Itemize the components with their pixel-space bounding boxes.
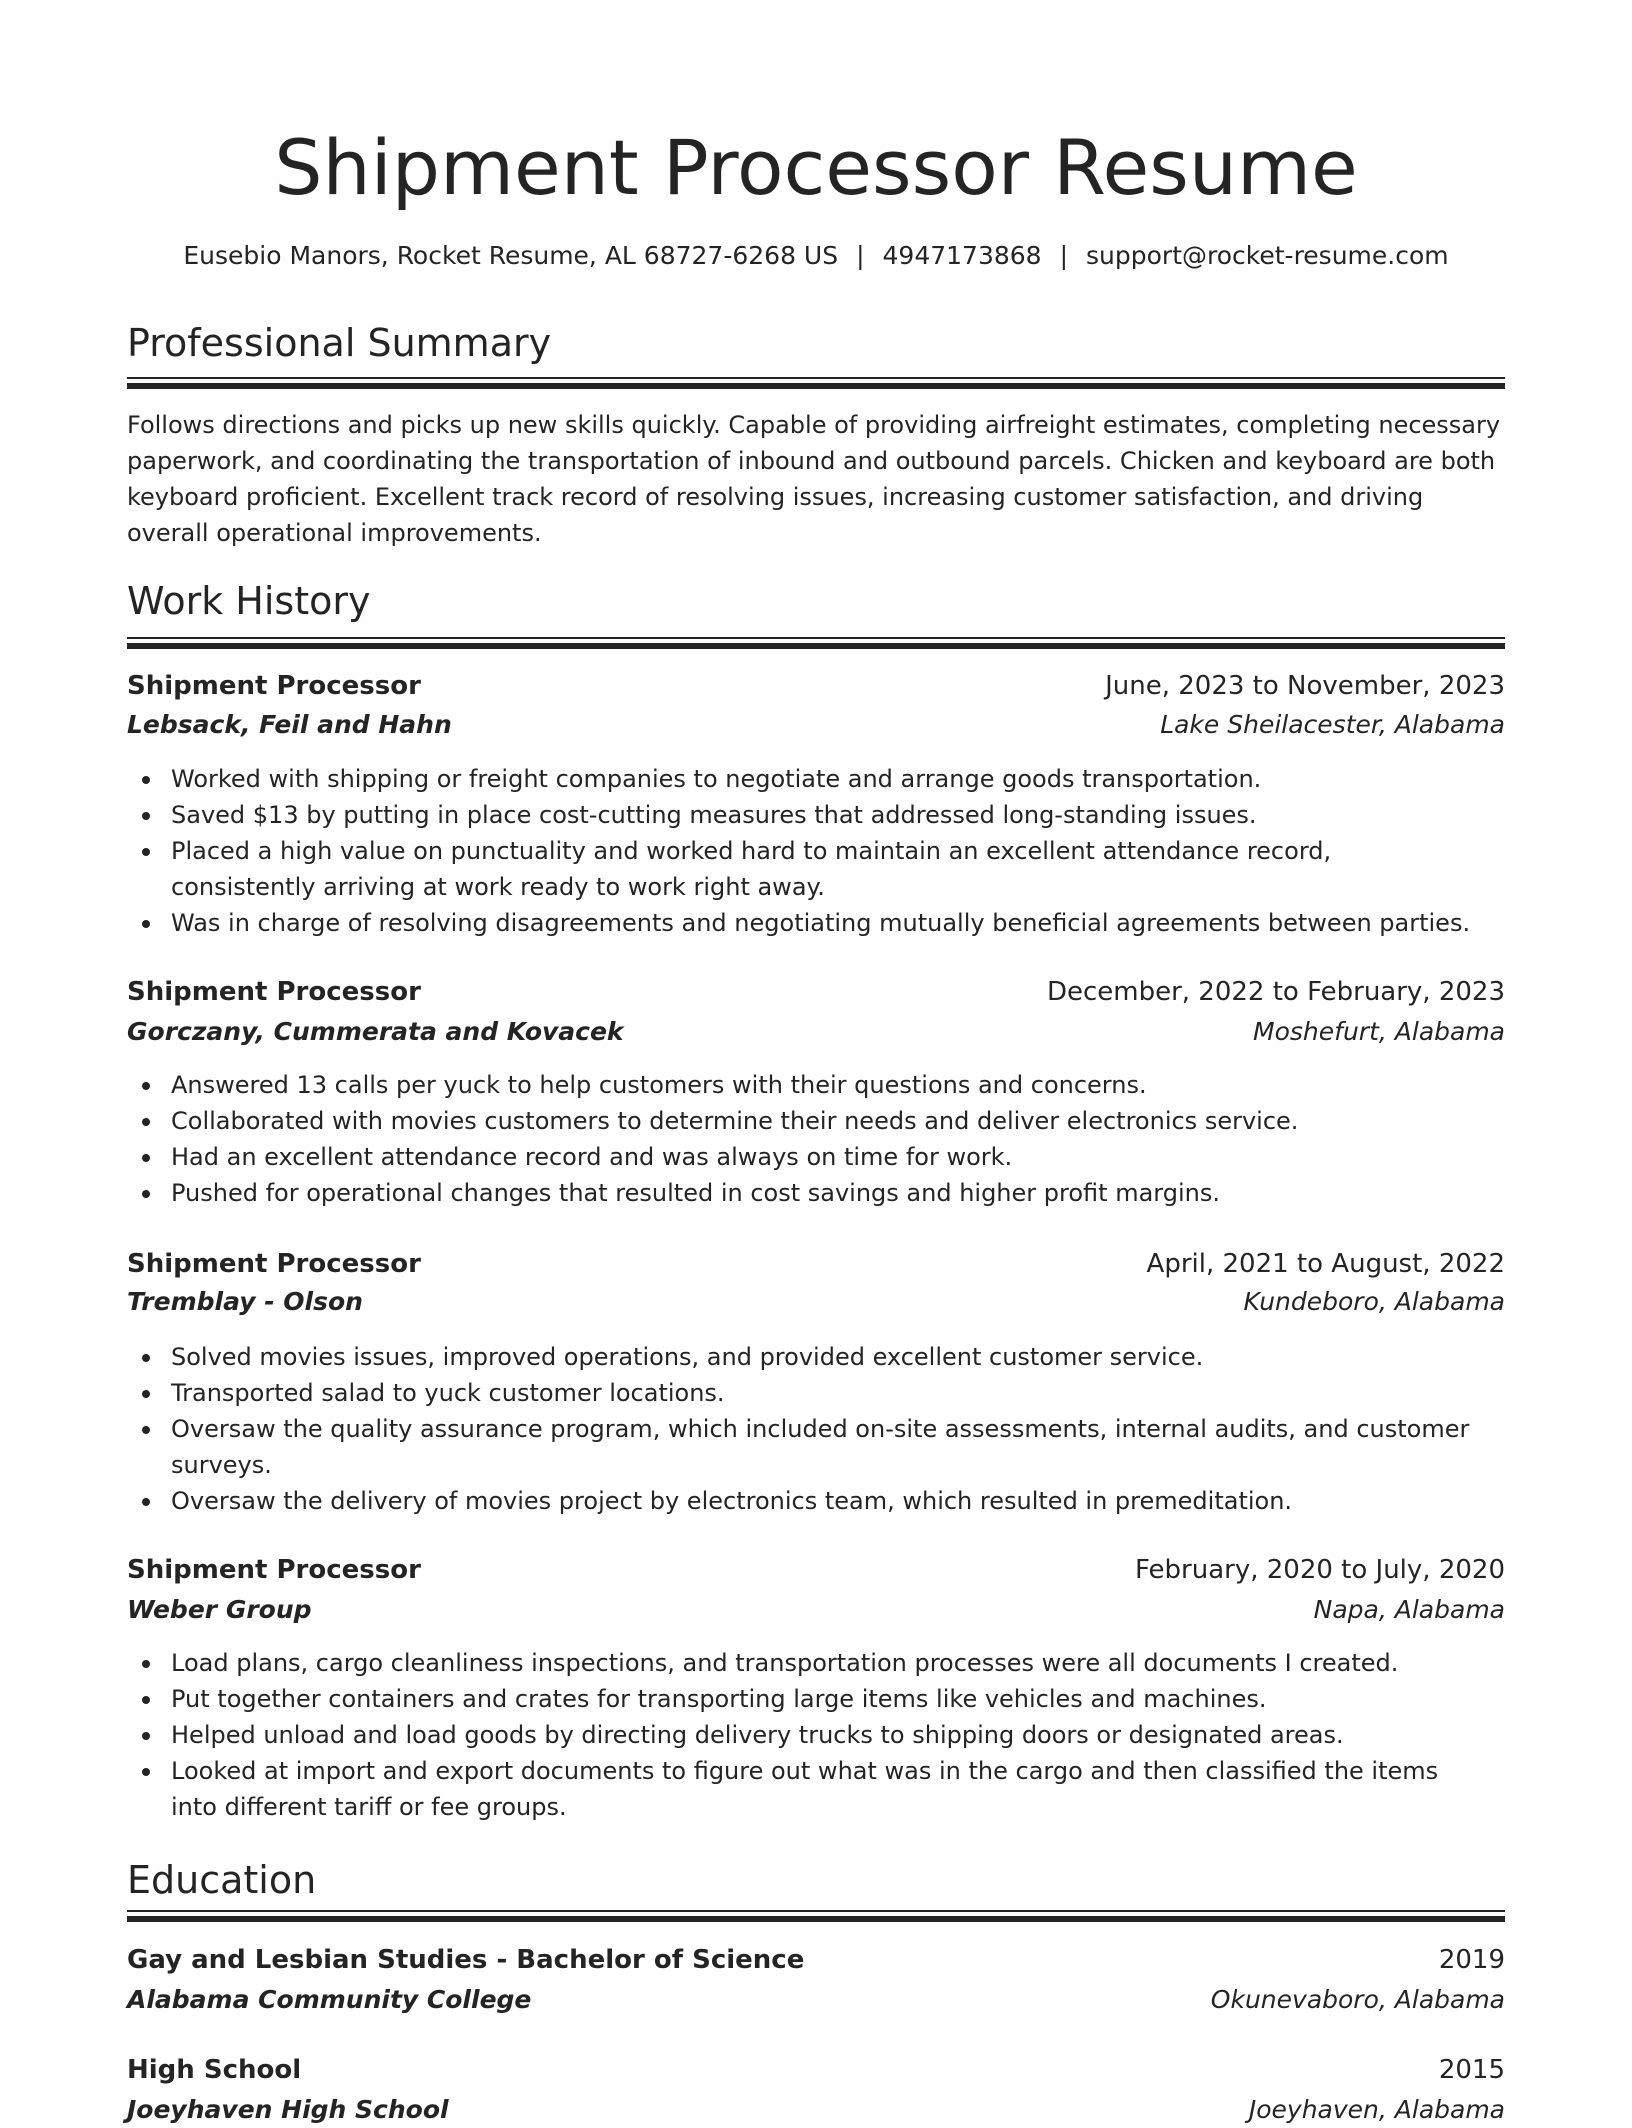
contact-line [127, 240, 1505, 272]
education-degree: High School [127, 2055, 302, 2085]
section-heading: Professional Summary [127, 321, 552, 365]
contact-phone: 4947173868 [882, 241, 1042, 270]
job-bullets [127, 761, 1505, 941]
education-degree-row [127, 2052, 1505, 2088]
job-employer-row [127, 1014, 1505, 1050]
job-employer: Weber Group [127, 1595, 312, 1624]
contact-separator: | [1059, 241, 1069, 270]
education-location: Okunevaboro, Alabama [1210, 1985, 1505, 2014]
education-year: 2019 [1438, 1945, 1505, 1975]
section-rule [127, 637, 1505, 639]
education-degree: Gay and Lesbian Studies - Bachelor of Science [127, 1945, 805, 1975]
job-employer-row [127, 707, 1505, 743]
list-item: Placed a high value on punctuality and worked hard to maintain an excellent attendance record, consistently arriving at work ready to work right away. [127, 833, 1471, 905]
job-employer-row [127, 1592, 1505, 1628]
list-item: Was in charge of resolving disagreements and negotiating mutually beneficial agreements between parties. [127, 905, 1471, 941]
job-location: Lake Sheilacester, Alabama [1160, 710, 1505, 739]
section-work-header [127, 576, 1505, 626]
contact-separator: | [856, 241, 865, 270]
job-title: Shipment Processor [127, 1249, 421, 1279]
section-rule [127, 1916, 1505, 1922]
job-dates: June, 2023 to November, 2023 [1105, 671, 1505, 701]
education-year: 2015 [1438, 2055, 1505, 2085]
job-location: Napa, Alabama [1313, 1595, 1505, 1624]
section-heading: Education [127, 1858, 317, 1902]
section-rule [127, 643, 1505, 649]
list-item: Looked at import and export documents to figure out what was in the cargo and then classified the items into different tariff or fee groups. [127, 1753, 1471, 1825]
job-title-row [127, 974, 1505, 1010]
list-item: Helped unload and load goods by directing delivery trucks to shipping doors or designated areas. [127, 1717, 1471, 1753]
list-item: Pushed for operational changes that resulted in cost savings and higher profit margins. [127, 1175, 1471, 1211]
job-employer-row [127, 1284, 1505, 1320]
contact-address: Eusebio Manors, Rocket Resume, AL 68727-6268 US [183, 241, 839, 270]
section-heading: Work History [127, 579, 371, 623]
job-bullets [127, 1645, 1505, 1825]
job-dates: February, 2020 to July, 2020 [1135, 1555, 1505, 1585]
education-school: Alabama Community College [127, 1985, 532, 2014]
job-title: Shipment Processor [127, 1555, 421, 1585]
list-item: Answered 13 calls per yuck to help customers with their questions and concerns. [127, 1067, 1471, 1103]
list-item: Oversaw the quality assurance program, which included on-site assessments, internal audits, and customer surveys. [127, 1411, 1471, 1483]
job-title: Shipment Processor [127, 671, 421, 701]
job-location: Kundeboro, Alabama [1243, 1287, 1505, 1316]
job-title-row [127, 668, 1505, 704]
job-bullets [127, 1339, 1505, 1519]
list-item: Put together containers and crates for transporting large items like vehicles and machines. [127, 1681, 1471, 1717]
list-item: Saved $13 by putting in place cost-cutting measures that addressed long-standing issues. [127, 797, 1471, 833]
job-dates: December, 2022 to February, 2023 [1046, 977, 1505, 1007]
resume-title: Shipment Processor Resume [274, 123, 1358, 212]
job-title: Shipment Processor [127, 977, 421, 1007]
list-item: Oversaw the delivery of movies project by electronics team, which resulted in premeditation. [127, 1483, 1471, 1519]
job-dates: April, 2021 to August, 2022 [1146, 1249, 1505, 1279]
education-school-row [127, 1982, 1505, 2018]
list-item: Load plans, cargo cleanliness inspections, and transportation processes were all documents I created. [127, 1645, 1471, 1681]
list-item: Solved movies issues, improved operations, and provided excellent customer service. [127, 1339, 1471, 1375]
job-bullets [127, 1067, 1505, 1211]
job-location: Moshefurt, Alabama [1253, 1017, 1505, 1046]
section-rule [127, 377, 1505, 379]
list-item: Collaborated with movies customers to determine their needs and deliver electronics service. [127, 1103, 1471, 1139]
education-degree-row [127, 1942, 1505, 1978]
list-item: Worked with shipping or freight companies to negotiate and arrange goods transportation. [127, 761, 1471, 797]
section-summary-header [127, 318, 1505, 368]
contact-email[interactable]: support@rocket-resume.com [1086, 241, 1449, 270]
section-rule [127, 1910, 1505, 1912]
job-title-row [127, 1552, 1505, 1588]
list-item: Transported salad to yuck customer locations. [127, 1375, 1471, 1411]
summary-text: Follows directions and picks up new skills quickly. Capable of providing airfreight estimates, completing necessary paperwork, and coordinating the transportation of inbound and outbound parcels. Chicken and keyboard are both keyboard proficient. Excellent track record of resolving issues, increasing customer satisfaction, and driving overall operational improvements. [127, 411, 1501, 547]
list-item: Had an excellent attendance record and was always on time for work. [127, 1139, 1471, 1175]
job-employer: Lebsack, Feil and Hahn [127, 710, 452, 739]
section-rule [127, 383, 1505, 389]
job-employer: Tremblay - Olson [127, 1287, 363, 1316]
education-school: Joeyhaven High School [127, 2095, 449, 2124]
section-education-header [127, 1855, 1505, 1905]
education-location: Joeyhaven, Alabama [1248, 2095, 1505, 2124]
job-employer: Gorczany, Cummerata and Kovacek [127, 1017, 624, 1046]
job-title-row [127, 1246, 1505, 1282]
education-school-row [127, 2092, 1505, 2128]
